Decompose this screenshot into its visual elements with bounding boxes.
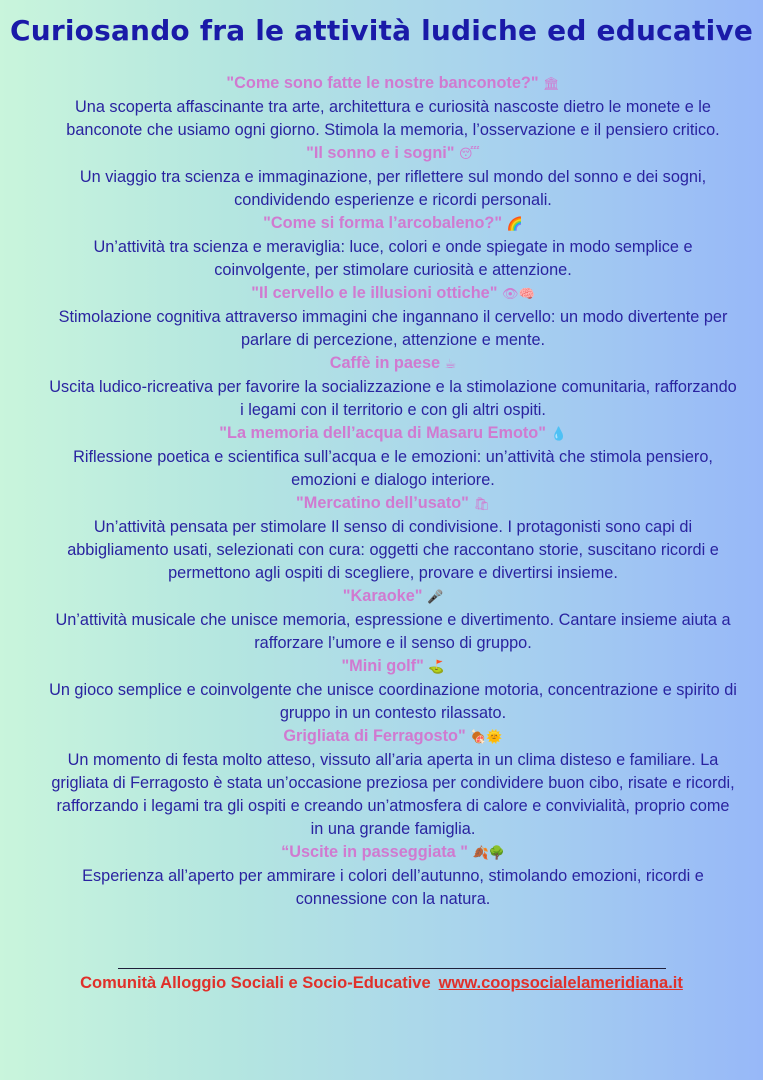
activity-title: "La memoria dell’acqua di Masaru Emoto" — [219, 424, 546, 442]
activity-passeggiata — [48, 841, 738, 911]
activity-title: Grigliata di Ferragosto" — [283, 727, 466, 745]
activity-karaoke — [48, 585, 738, 655]
activity-title: "Come si forma l’arcobaleno?" — [263, 214, 503, 232]
activity-title: "Il cervello e le illusioni ottiche" — [251, 284, 498, 302]
activity-mercatino — [48, 492, 738, 585]
sleeping-face-icon: 😴 — [459, 147, 480, 162]
activity-description: Stimolazione cognitiva attraverso immagini che ingannano il cervello: un modo divertente per parlare di percezione, attenzione e mente. — [58, 308, 728, 349]
footer — [0, 974, 763, 993]
activity-title: "Mercatino dell’usato" — [296, 494, 469, 512]
meat-sun-icon: 🍖🌞 — [470, 730, 503, 745]
footer-text: Comunità Alloggio Sociali e Socio-Educative — [80, 974, 431, 992]
activity-description: Una scoperta affascinante tra arte, architettura e curiosità nascoste dietro le monete e le banconote che usiamo ogni giorno. Stimola la memoria, l’osservazione e il pensiero critico. — [66, 98, 720, 139]
page-title: Curiosando fra le attività ludiche ed educative — [9, 14, 754, 47]
activity-description: Un gioco semplice e coinvolgente che unisce coordinazione motoria, concentrazione e spirito di gruppo in un contesto rilassato. — [49, 681, 737, 722]
activity-description: Un viaggio tra scienza e immaginazione, per riflettere sul mondo del sonno e dei sogni, condividendo esperienze e ricordi personali. — [79, 168, 707, 209]
activity-cervello — [48, 282, 738, 352]
activity-description: Esperienza all’aperto per ammirare i colori dell’autunno, stimolando emozioni, ricordi e connessione con la natura. — [82, 867, 704, 908]
droplet-icon: 💧 — [550, 427, 567, 442]
microphone-icon: 🎤 — [427, 590, 444, 605]
coffee-icon: ☕ — [444, 357, 457, 372]
activity-description: Riflessione poetica e scientifica sull’acqua e le emozioni: un’attività che stimola pensiero, emozioni e dialogo interiore. — [73, 448, 713, 489]
activity-title: Caffè in paese — [329, 354, 441, 372]
activity-title: “Uscite in passeggiata " — [281, 843, 468, 861]
website-link[interactable]: www.coopsocialelameridiana.it — [438, 974, 683, 992]
activity-title: "Come sono fatte le nostre banconote?" — [226, 74, 539, 92]
activity-minigolf — [48, 655, 738, 725]
leaves-tree-icon: 🍂🌳 — [472, 846, 505, 861]
footer-divider — [118, 968, 666, 969]
activity-title: "Mini golf" — [341, 657, 424, 675]
activities-list — [48, 72, 738, 911]
activity-arcobaleno — [48, 212, 738, 282]
activity-description: Un’attività musicale che unisce memoria, espressione e divertimento. Cantare insieme aiuta a rafforzare l’umore e il senso di gruppo. — [55, 611, 731, 652]
activity-acqua — [48, 422, 738, 492]
golf-flag-icon: ⛳ — [428, 660, 445, 675]
rainbow-icon: 🌈 — [506, 217, 523, 232]
activity-description: Un’attività tra scienza e meraviglia: luce, colori e onde spiegate in modo semplice e coinvolgente, per stimolare curiosità e attenzione. — [93, 238, 693, 279]
activity-title: "Il sonno e i sogni" — [306, 144, 455, 162]
bank-icon: 🏛 — [543, 77, 560, 92]
activity-banconote — [48, 72, 738, 142]
activity-description: Un momento di festa molto atteso, vissuto all’aria aperta in un clima disteso e familiare. La grigliata di Ferragosto è stata un’occasione preziosa per condividere buon cibo, risate e ricordi, rafforzando i legami tra gli ospiti e creando un’atmosfera di calore e convivialità, proprio come in una grande famiglia. — [51, 751, 735, 838]
activity-description: Un’attività pensata per stimolare Il senso di condivisione. I protagonisti sono capi di abbigliamento usati, selezionati con cura: oggetti che raccontano storie, suscitano ricordi e permettono agli ospiti di scegliere, provare e divertirsi insieme. — [67, 518, 719, 582]
activity-grigliata — [48, 725, 738, 841]
activity-description: Uscita ludico-ricreativa per favorire la socializzazione e la stimolazione comunitaria, rafforzando i legami con il territorio e con gli altri ospiti. — [49, 378, 737, 419]
activity-title: "Karaoke" — [342, 587, 423, 605]
activity-sonno — [48, 142, 738, 212]
eye-brain-icon: 👁🧠 — [502, 287, 535, 302]
shopping-bags-icon: 🛍 — [473, 497, 490, 512]
activity-caffe — [48, 352, 738, 422]
